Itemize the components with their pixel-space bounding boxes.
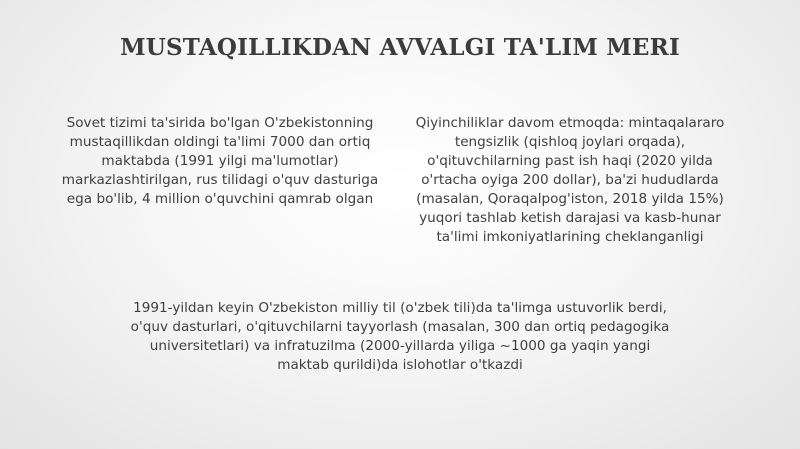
right-text-block: Qiyinchiliklar davom etmoqda: mintaqalararo tengsizlik (qishloq joylari orqada), o'qituvchilarning past ish haqi (2020 yilda o'rtacha oyiga 200 dollar), ba'zi hududlarda (masalan, Qoraqalpog'iston, 2018 yilda 15%) yuqori tashlab ketish darajasi va kasb-hunar ta'limi imkoniyatlarining cheklanganligi [415,115,725,245]
left-text-block: Sovet tizimi ta'sirida bo'lgan O'zbekistonning mustaqillikdan oldingi ta'limi 7000 dan ortiq maktabda (1991 yilgi ma'lumotlar) markazlashtirilgan, rus tilidagi o'quv dasturiga ega bo'lib, 4 million o'quvchini qamrab olgan [61,115,379,207]
bottom-text-block: 1991-yildan keyin O'zbekiston milliy til (o'zbek tili)da ta'limga ustuvorlik berdi, o'quv dasturlari, o'qituvchilarni tayyorlash (masalan, 300 dan ortiq pedagogika universitetlari) va infratuzilma (2000-yillarda yiliga ~1000 ga yaqin yangi maktab qurildi)da islohotlar o'tkazdi [130,300,670,373]
slide-title: MUSTAQILLIKDAN AVVALGI TA'LIM MERI [120,34,680,61]
